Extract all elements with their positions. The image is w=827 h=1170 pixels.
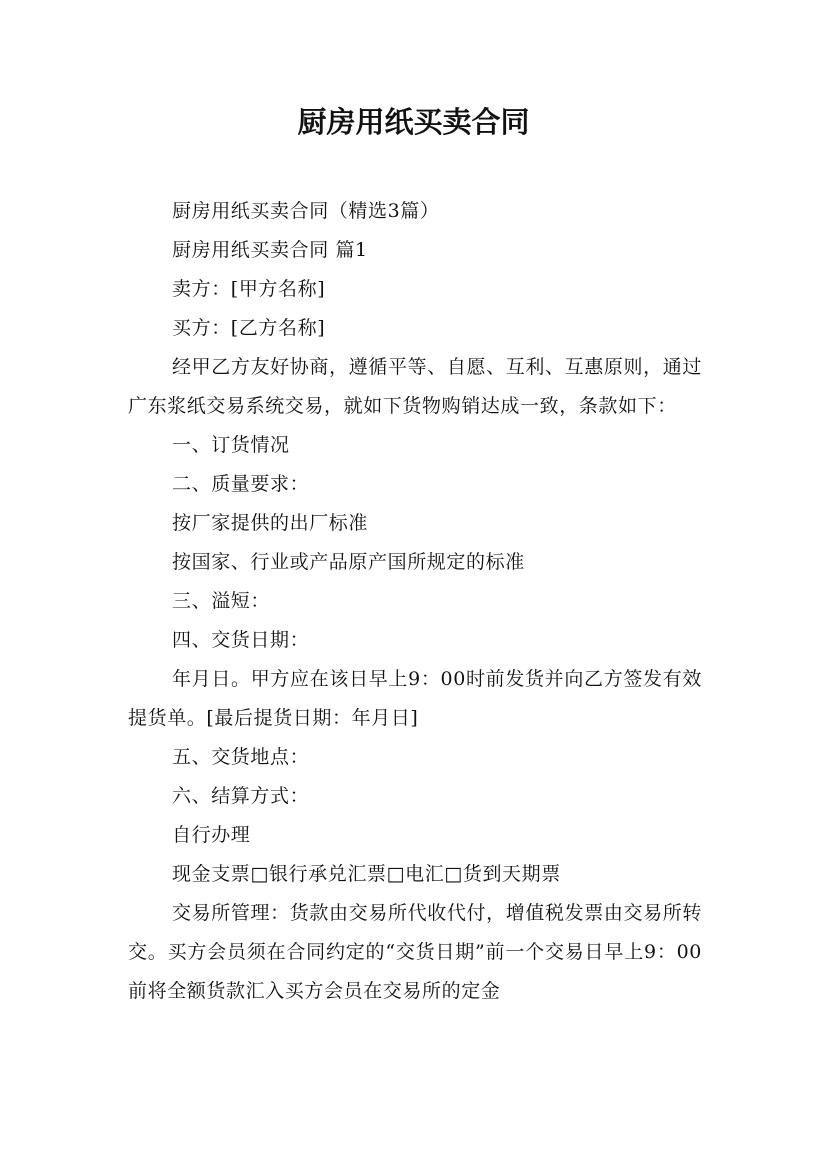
- paragraph-clause-4: 四、交货日期：: [172, 629, 310, 651]
- paragraph-section-heading: 厨房用纸买卖合同 篇1: [172, 239, 368, 261]
- paragraph-payment-methods: 现金支票□银行承兑汇票□电汇□货到天期票: [172, 863, 561, 885]
- paragraph-buyer: 买方：[乙方名称]: [172, 317, 326, 339]
- paragraph-clause-6: 六、结算方式：: [172, 785, 310, 807]
- paragraph-delivery-date: 年月日。甲方应在该日早上9：00时前发货并向乙方签发有效提货单。[最后提货日期：年月日]: [128, 668, 702, 729]
- document-body: [128, 192, 702, 1011]
- paragraph-clause-1: 一、订货情况: [172, 434, 290, 456]
- paragraph-quality-option-2: 按国家、行业或产品原产国所规定的标准: [172, 551, 525, 573]
- paragraph-quality-option-1: 按厂家提供的出厂标准: [172, 512, 369, 534]
- paragraph-clause-5: 五、交货地点：: [172, 746, 310, 768]
- paragraph-exchange-management: 交易所管理：货款由交易所代收代付，增值税发票由交易所转交。买方会员须在合同约定的“交货日期”前一个交易日早上9：00前将全额货款汇入买方会员在交易所的定金: [128, 902, 702, 1002]
- paragraph-preamble: 经甲乙方友好协商，遵循平等、自愿、互利、互惠原则，通过广东浆纸交易系统交易，就如下货物购销达成一致，条款如下：: [128, 356, 702, 417]
- paragraph-subtitle: 厨房用纸买卖合同（精选3篇）: [172, 200, 440, 222]
- paragraph-settlement-self: 自行办理: [172, 824, 251, 846]
- paragraph-seller: 卖方：[甲方名称]: [172, 278, 326, 300]
- paragraph-clause-3: 三、溢短：: [172, 590, 271, 612]
- paragraph-clause-2: 二、质量要求：: [172, 473, 310, 495]
- document-title: 厨房用纸买卖合同: [297, 105, 530, 139]
